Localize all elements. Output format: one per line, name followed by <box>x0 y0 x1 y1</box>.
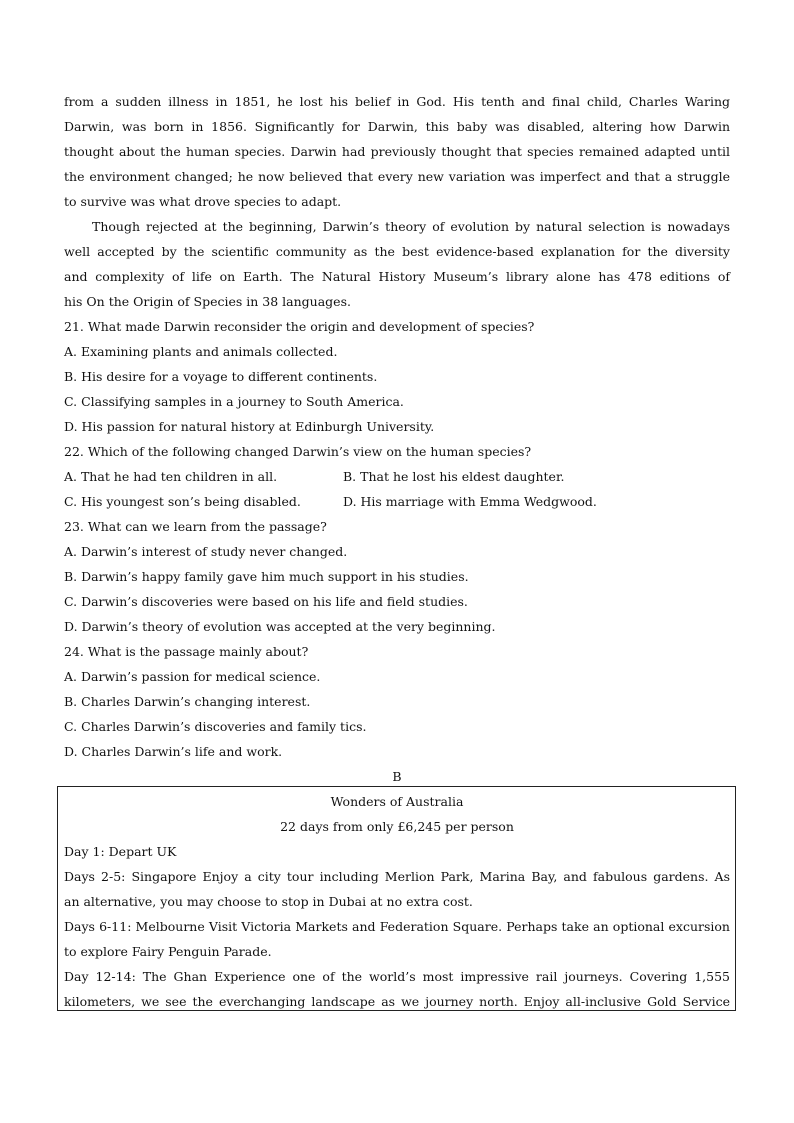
question-23 <box>64 514 730 639</box>
paragraph-1 <box>64 89 730 214</box>
question-22 <box>64 439 730 514</box>
itinerary-line: Days 6-11: Melbourne Visit Victoria Markets and Federation Square. Perhaps take an optional excursion <box>64 919 730 934</box>
itinerary-line: an alternative, you may choose to stop in Dubai at no extra cost. <box>64 894 473 909</box>
option-d: D. Darwin’s theory of evolution was accepted at the very beginning. <box>64 619 496 634</box>
text-line: the environment changed; he now believed that every new variation was imperfect and that a struggle <box>64 169 730 184</box>
option-b: B. Charles Darwin’s changing interest. <box>64 694 311 709</box>
text-line: thought about the human species. Darwin had previously thought that species remained adapted until <box>64 144 730 159</box>
text-line: to survive was what drove species to adapt. <box>64 194 342 209</box>
option-c: C. Charles Darwin’s discoveries and family tics. <box>64 719 367 734</box>
text-line: Though rejected at the beginning, Darwin’s theory of evolution by natural selection is nowadays <box>92 219 730 234</box>
paragraph-2 <box>64 214 730 314</box>
itinerary-line: kilometers, we see the everchanging landscape as we journey north. Enjoy all-inclusive Gold Service <box>64 994 730 1009</box>
option-c: C. His youngest son’s being disabled. <box>64 494 301 509</box>
advertisement-box <box>57 786 736 1011</box>
question-stem: 23. What can we learn from the passage? <box>64 519 327 534</box>
option-a: A. That he had ten children in all. <box>64 469 278 484</box>
ad-title: Wonders of Australia <box>330 794 464 809</box>
option-row <box>64 464 730 489</box>
option-c: C. Darwin’s discoveries were based on his life and field studies. <box>64 594 468 609</box>
option-row <box>64 489 730 514</box>
text-line: and complexity of life on Earth. The Natural History Museum’s library alone has 478 editions of <box>64 269 730 284</box>
itinerary-line: Days 2-5: Singapore Enjoy a city tour including Merlion Park, Marina Bay, and fabulous gardens. As <box>64 869 730 884</box>
option-d: D. His marriage with Emma Wedgwood. <box>343 494 597 509</box>
question-stem: 24. What is the passage mainly about? <box>64 644 309 659</box>
question-21 <box>64 314 730 439</box>
option-b: B. His desire for a voyage to different continents. <box>64 369 378 384</box>
itinerary-line: to explore Fairy Penguin Parade. <box>64 944 272 959</box>
option-d: D. His passion for natural history at Edinburgh University. <box>64 419 435 434</box>
question-stem: 22. Which of the following changed Darwin’s view on the human species? <box>64 444 532 459</box>
question-stem: 21. What made Darwin reconsider the origin and development of species? <box>64 319 535 334</box>
option-c: C. Classifying samples in a journey to South America. <box>64 394 404 409</box>
option-a: A. Examining plants and animals collected. <box>64 344 338 359</box>
itinerary-line: Day 12-14: The Ghan Experience one of the world’s most impressive rail journeys. Covering 1,555 <box>64 969 730 984</box>
option-b: B. Darwin’s happy family gave him much support in his studies. <box>64 569 469 584</box>
text-line: his On the Origin of Species in 38 languages. <box>64 294 351 309</box>
option-a: A. Darwin’s passion for medical science. <box>64 669 321 684</box>
text-line: well accepted by the scientific community as the best evidence-based explanation for the diversity <box>64 244 730 259</box>
ad-subtitle: 22 days from only £6,245 per person <box>280 819 514 834</box>
document-page <box>64 89 730 789</box>
option-d: D. Charles Darwin’s life and work. <box>64 744 283 759</box>
option-b: B. That he lost his eldest daughter. <box>343 469 565 484</box>
question-24 <box>64 639 730 764</box>
text-line: Darwin, was born in 1856. Significantly for Darwin, this baby was disabled, altering how Darwin <box>64 119 730 134</box>
option-a: A. Darwin’s interest of study never changed. <box>64 544 348 559</box>
text-line: from a sudden illness in 1851, he lost his belief in God. His tenth and final child, Charles Waring <box>64 94 730 109</box>
section-label: B <box>392 769 402 784</box>
itinerary-line: Day 1: Depart UK <box>64 844 177 859</box>
